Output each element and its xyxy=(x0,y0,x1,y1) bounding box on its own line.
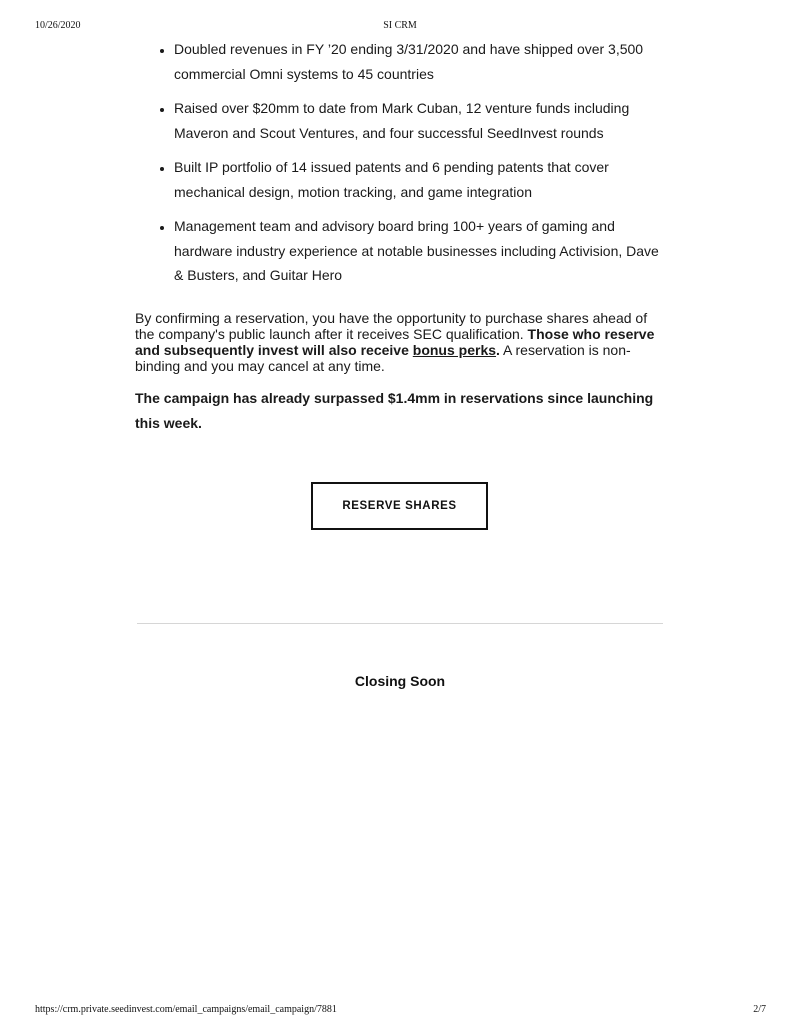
page-number: 2/7 xyxy=(753,1004,766,1015)
print-date: 10/26/2020 xyxy=(35,20,81,31)
reservation-bold-text: Those who reserve and subsequently invest will also receive bonus perks. xyxy=(135,325,655,358)
list-item: • Doubled revenues in FY ’20 ending 3/31/2020 and have shipped over 3,500 commercial Omni systems to 45 countries xyxy=(174,37,665,86)
bonus-perks-link[interactable]: bonus perks xyxy=(412,341,497,358)
print-header xyxy=(0,20,800,34)
reservations-callout: The campaign has already surpassed $1.4mm in reservations since launching this week. xyxy=(135,389,654,431)
list-item: • Management team and advisory board bring 100+ years of gaming and hardware industry experience at notable businesses including Activision, Dave & Busters, and Guitar Hero xyxy=(174,214,665,288)
highlights-list xyxy=(135,37,665,288)
reservation-intro: By confirming a reservation, you have the opportunity to purchase shares ahead of the company's public launch after it receives SEC qualification. xyxy=(135,309,648,342)
section-divider xyxy=(137,623,663,624)
closing-soon-heading: Closing Soon xyxy=(354,673,446,689)
print-title: SI CRM xyxy=(383,20,417,31)
reservation-outro: A reservation is non-binding and you may cancel at any time. xyxy=(135,341,631,374)
list-item: • Built IP portfolio of 14 issued patents and 6 pending patents that cover mechanical design, motion tracking, and game integration xyxy=(174,155,665,204)
email-body xyxy=(135,37,665,436)
reservation-paragraph xyxy=(135,310,665,374)
print-url: https://crm.private.seedinvest.com/email_campaigns/email_campaign/7881 xyxy=(35,1004,337,1015)
reserve-shares-button[interactable]: RESERVE SHARES xyxy=(311,482,488,530)
print-footer xyxy=(0,1004,800,1018)
cta-container xyxy=(311,482,488,530)
list-item: • Raised over $20mm to date from Mark Cuban, 12 venture funds including Maveron and Scout Ventures, and four successful SeedInvest rounds xyxy=(174,96,665,145)
